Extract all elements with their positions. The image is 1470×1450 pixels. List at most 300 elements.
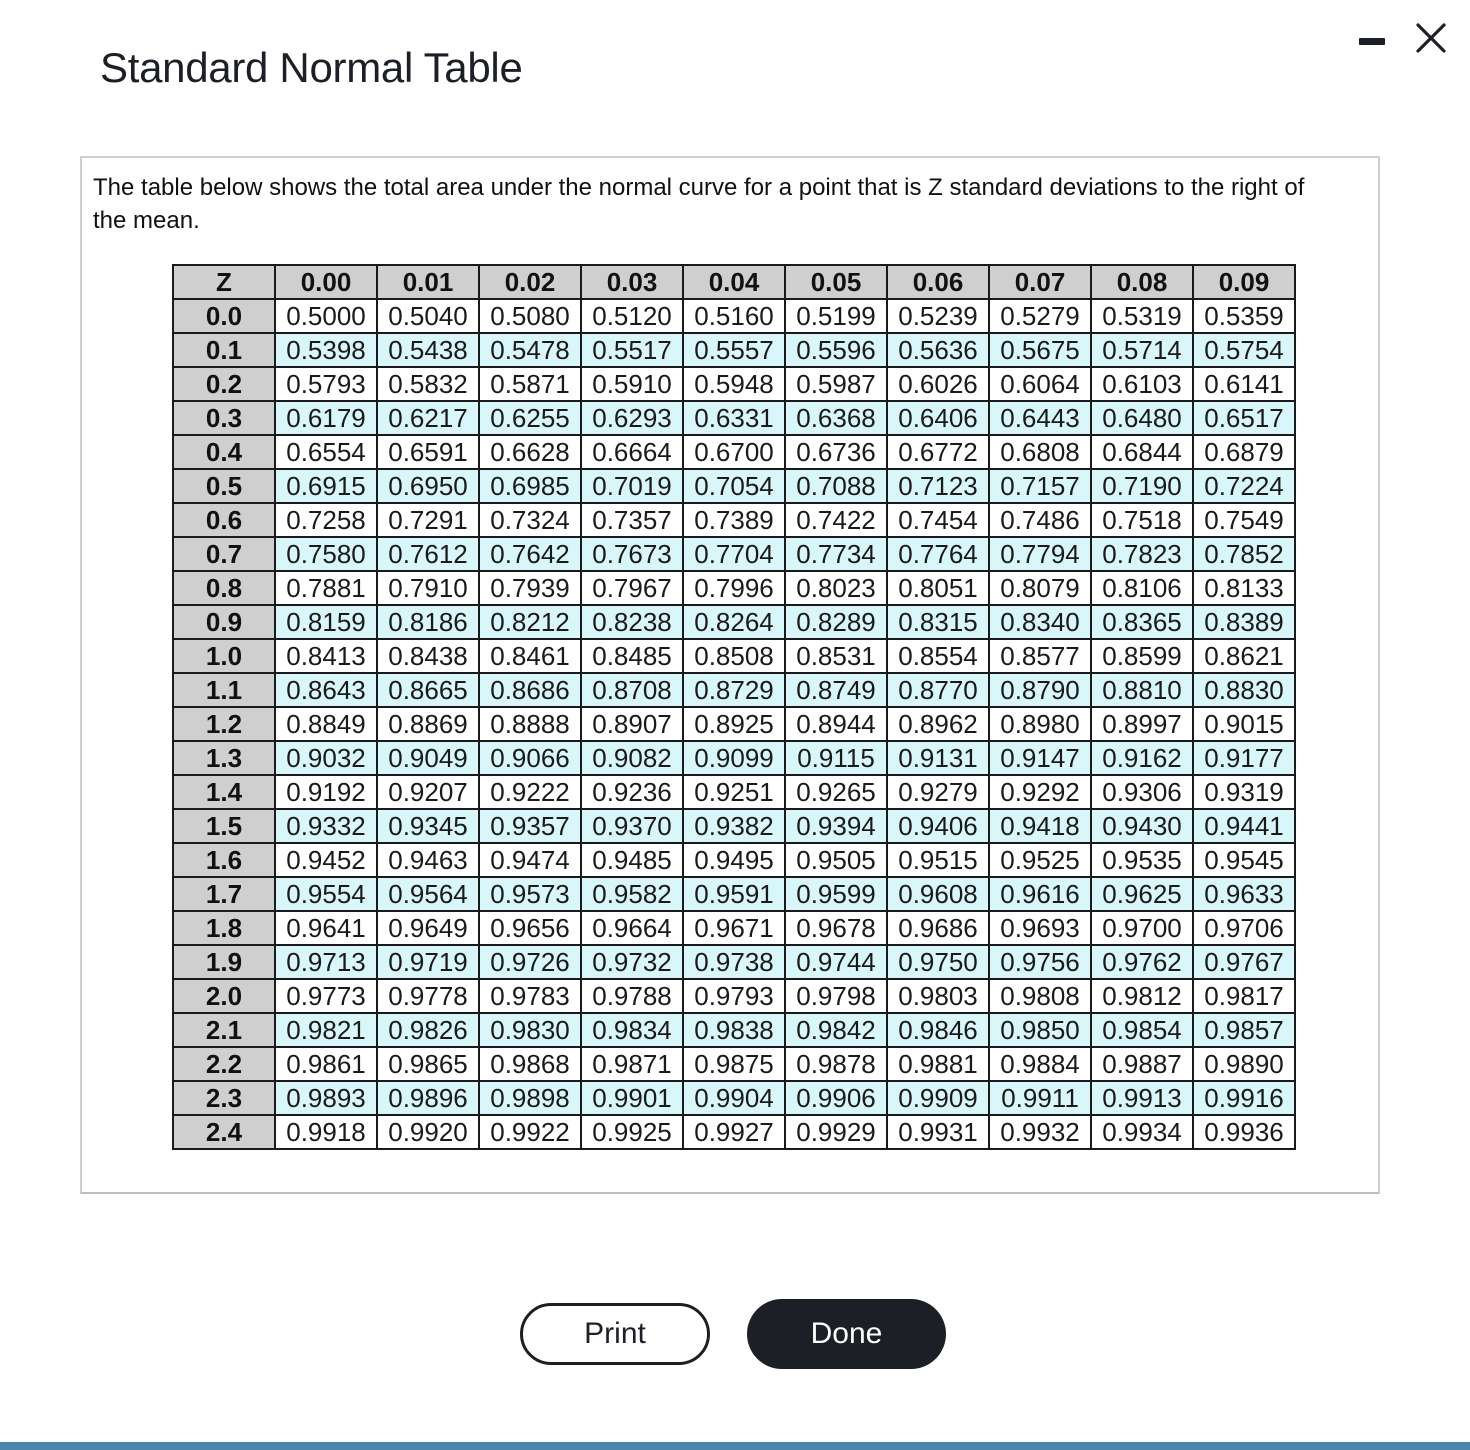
table-cell: 0.9927 bbox=[683, 1115, 785, 1149]
table-cell: 0.9898 bbox=[479, 1081, 581, 1115]
table-cell: 0.9236 bbox=[581, 775, 683, 809]
table-cell: 0.9887 bbox=[1091, 1047, 1193, 1081]
standard-normal-table bbox=[172, 264, 1296, 1150]
table-cell: 0.9474 bbox=[479, 843, 581, 877]
minimize-button[interactable] bbox=[1356, 18, 1386, 58]
table-cell: 0.7518 bbox=[1091, 503, 1193, 537]
table-cell: 0.9649 bbox=[377, 911, 479, 945]
table-cell: 0.9641 bbox=[275, 911, 377, 945]
table-cell: 0.9370 bbox=[581, 809, 683, 843]
table-cell: 0.9441 bbox=[1193, 809, 1295, 843]
table-cell: 0.9909 bbox=[887, 1081, 989, 1115]
table-cell: 0.9222 bbox=[479, 775, 581, 809]
table-cell: 0.9382 bbox=[683, 809, 785, 843]
table-cell: 0.8315 bbox=[887, 605, 989, 639]
table-cell: 0.9846 bbox=[887, 1013, 989, 1047]
table-cell: 0.6591 bbox=[377, 435, 479, 469]
table-cell: 0.6736 bbox=[785, 435, 887, 469]
table-cell: 0.9916 bbox=[1193, 1081, 1295, 1115]
table-cell: 0.8577 bbox=[989, 639, 1091, 673]
table-cell: 0.9332 bbox=[275, 809, 377, 843]
table-cell: 0.9726 bbox=[479, 945, 581, 979]
row-header-z: 2.0 bbox=[173, 979, 275, 1013]
table-cell: 0.8133 bbox=[1193, 571, 1295, 605]
table-cell: 0.7764 bbox=[887, 537, 989, 571]
table-cell: 0.9554 bbox=[275, 877, 377, 911]
table-cell: 0.5160 bbox=[683, 299, 785, 333]
table-row bbox=[173, 775, 1295, 809]
table-cell: 0.6293 bbox=[581, 401, 683, 435]
table-cell: 0.9147 bbox=[989, 741, 1091, 775]
table-cell: 0.9756 bbox=[989, 945, 1091, 979]
row-header-z: 1.5 bbox=[173, 809, 275, 843]
table-cell: 0.8238 bbox=[581, 605, 683, 639]
table-row bbox=[173, 843, 1295, 877]
table-cell: 0.6480 bbox=[1091, 401, 1193, 435]
table-cell: 0.6700 bbox=[683, 435, 785, 469]
table-cell: 0.5871 bbox=[479, 367, 581, 401]
table-cell: 0.8438 bbox=[377, 639, 479, 673]
table-cell: 0.6879 bbox=[1193, 435, 1295, 469]
table-row bbox=[173, 945, 1295, 979]
table-cell: 0.9750 bbox=[887, 945, 989, 979]
table-cell: 0.9793 bbox=[683, 979, 785, 1013]
table-cell: 0.9821 bbox=[275, 1013, 377, 1047]
table-cell: 0.8686 bbox=[479, 673, 581, 707]
table-cell: 0.7088 bbox=[785, 469, 887, 503]
close-button[interactable] bbox=[1414, 18, 1448, 58]
table-cell: 0.9861 bbox=[275, 1047, 377, 1081]
table-row bbox=[173, 639, 1295, 673]
table-cell: 0.5478 bbox=[479, 333, 581, 367]
table-cell: 0.9762 bbox=[1091, 945, 1193, 979]
table-cell: 0.9430 bbox=[1091, 809, 1193, 843]
table-cell: 0.8665 bbox=[377, 673, 479, 707]
row-header-z: 1.2 bbox=[173, 707, 275, 741]
close-icon bbox=[1416, 23, 1446, 53]
column-header: 0.00 bbox=[275, 265, 377, 299]
table-cell: 0.9693 bbox=[989, 911, 1091, 945]
table-cell: 0.6950 bbox=[377, 469, 479, 503]
table-cell: 0.8186 bbox=[377, 605, 479, 639]
table-cell: 0.5239 bbox=[887, 299, 989, 333]
row-header-z: 1.6 bbox=[173, 843, 275, 877]
table-cell: 0.9082 bbox=[581, 741, 683, 775]
table-cell: 0.5359 bbox=[1193, 299, 1295, 333]
table-cell: 0.9875 bbox=[683, 1047, 785, 1081]
column-header: 0.09 bbox=[1193, 265, 1295, 299]
table-cell: 0.9906 bbox=[785, 1081, 887, 1115]
table-cell: 0.6664 bbox=[581, 435, 683, 469]
table-cell: 0.8790 bbox=[989, 673, 1091, 707]
table-cell: 0.9901 bbox=[581, 1081, 683, 1115]
table-cell: 0.9515 bbox=[887, 843, 989, 877]
dialog-title: Standard Normal Table bbox=[100, 44, 523, 91]
column-header: 0.02 bbox=[479, 265, 581, 299]
table-cell: 0.9357 bbox=[479, 809, 581, 843]
table-cell: 0.8729 bbox=[683, 673, 785, 707]
table-cell: 0.9292 bbox=[989, 775, 1091, 809]
table-cell: 0.9881 bbox=[887, 1047, 989, 1081]
table-cell: 0.9115 bbox=[785, 741, 887, 775]
table-cell: 0.8531 bbox=[785, 639, 887, 673]
table-cell: 0.5793 bbox=[275, 367, 377, 401]
table-cell: 0.9719 bbox=[377, 945, 479, 979]
table-cell: 0.7486 bbox=[989, 503, 1091, 537]
table-cell: 0.6179 bbox=[275, 401, 377, 435]
row-header-z: 2.2 bbox=[173, 1047, 275, 1081]
table-cell: 0.6517 bbox=[1193, 401, 1295, 435]
table-cell: 0.8830 bbox=[1193, 673, 1295, 707]
table-cell: 0.8289 bbox=[785, 605, 887, 639]
table-cell: 0.9671 bbox=[683, 911, 785, 945]
table-cell: 0.8051 bbox=[887, 571, 989, 605]
table-cell: 0.7673 bbox=[581, 537, 683, 571]
table-cell: 0.9884 bbox=[989, 1047, 1091, 1081]
table-cell: 0.9713 bbox=[275, 945, 377, 979]
table-cell: 0.6141 bbox=[1193, 367, 1295, 401]
table-row bbox=[173, 1047, 1295, 1081]
table-cell: 0.9099 bbox=[683, 741, 785, 775]
row-header-z: 1.3 bbox=[173, 741, 275, 775]
row-header-z: 1.0 bbox=[173, 639, 275, 673]
table-cell: 0.8079 bbox=[989, 571, 1091, 605]
table-cell: 0.8869 bbox=[377, 707, 479, 741]
table-cell: 0.9826 bbox=[377, 1013, 479, 1047]
row-header-z: 0.4 bbox=[173, 435, 275, 469]
table-cell: 0.9495 bbox=[683, 843, 785, 877]
row-header-z: 1.4 bbox=[173, 775, 275, 809]
table-cell: 0.8212 bbox=[479, 605, 581, 639]
table-cell: 0.7612 bbox=[377, 537, 479, 571]
table-cell: 0.5557 bbox=[683, 333, 785, 367]
table-cell: 0.9936 bbox=[1193, 1115, 1295, 1149]
table-row bbox=[173, 877, 1295, 911]
table-cell: 0.8340 bbox=[989, 605, 1091, 639]
table-cell: 0.9162 bbox=[1091, 741, 1193, 775]
row-header-z: 0.1 bbox=[173, 333, 275, 367]
table-cell: 0.8849 bbox=[275, 707, 377, 741]
table-cell: 0.9418 bbox=[989, 809, 1091, 843]
table-cell: 0.9633 bbox=[1193, 877, 1295, 911]
table-cell: 0.9505 bbox=[785, 843, 887, 877]
table-cell: 0.8907 bbox=[581, 707, 683, 741]
table-cell: 0.9904 bbox=[683, 1081, 785, 1115]
table-row bbox=[173, 469, 1295, 503]
table-cell: 0.5040 bbox=[377, 299, 479, 333]
column-header: 0.04 bbox=[683, 265, 785, 299]
table-cell: 0.7224 bbox=[1193, 469, 1295, 503]
table-cell: 0.9265 bbox=[785, 775, 887, 809]
table-cell: 0.6985 bbox=[479, 469, 581, 503]
table-cell: 0.7823 bbox=[1091, 537, 1193, 571]
table-cell: 0.9838 bbox=[683, 1013, 785, 1047]
row-header-z: 0.0 bbox=[173, 299, 275, 333]
table-cell: 0.7258 bbox=[275, 503, 377, 537]
table-cell: 0.9345 bbox=[377, 809, 479, 843]
table-cell: 0.9920 bbox=[377, 1115, 479, 1149]
table-cell: 0.7580 bbox=[275, 537, 377, 571]
table-cell: 0.9738 bbox=[683, 945, 785, 979]
table-cell: 0.9564 bbox=[377, 877, 479, 911]
table-cell: 0.5120 bbox=[581, 299, 683, 333]
table-cell: 0.6331 bbox=[683, 401, 785, 435]
table-cell: 0.7939 bbox=[479, 571, 581, 605]
table-cell: 0.7642 bbox=[479, 537, 581, 571]
table-cell: 0.7549 bbox=[1193, 503, 1295, 537]
table-row bbox=[173, 707, 1295, 741]
table-row bbox=[173, 571, 1295, 605]
table-row bbox=[173, 741, 1295, 775]
table-cell: 0.9931 bbox=[887, 1115, 989, 1149]
table-cell: 0.9535 bbox=[1091, 843, 1193, 877]
table-row bbox=[173, 299, 1295, 333]
table-cell: 0.8508 bbox=[683, 639, 785, 673]
table-cell: 0.8365 bbox=[1091, 605, 1193, 639]
row-header-z: 0.9 bbox=[173, 605, 275, 639]
table-cell: 0.9066 bbox=[479, 741, 581, 775]
table-cell: 0.5398 bbox=[275, 333, 377, 367]
table-cell: 0.7704 bbox=[683, 537, 785, 571]
table-cell: 0.9830 bbox=[479, 1013, 581, 1047]
table-cell: 0.9890 bbox=[1193, 1047, 1295, 1081]
row-header-z: 2.3 bbox=[173, 1081, 275, 1115]
table-cell: 0.9608 bbox=[887, 877, 989, 911]
table-cell: 0.9406 bbox=[887, 809, 989, 843]
table-cell: 0.6808 bbox=[989, 435, 1091, 469]
table-cell: 0.8023 bbox=[785, 571, 887, 605]
table-cell: 0.9817 bbox=[1193, 979, 1295, 1013]
table-cell: 0.8461 bbox=[479, 639, 581, 673]
table-header-row bbox=[173, 265, 1295, 299]
table-cell: 0.6255 bbox=[479, 401, 581, 435]
table-cell: 0.8389 bbox=[1193, 605, 1295, 639]
table-cell: 0.8944 bbox=[785, 707, 887, 741]
row-header-z: 0.3 bbox=[173, 401, 275, 435]
table-cell: 0.7996 bbox=[683, 571, 785, 605]
table-cell: 0.9306 bbox=[1091, 775, 1193, 809]
table-cell: 0.9865 bbox=[377, 1047, 479, 1081]
table-cell: 0.8643 bbox=[275, 673, 377, 707]
table-cell: 0.9664 bbox=[581, 911, 683, 945]
table-cell: 0.5199 bbox=[785, 299, 887, 333]
table-body bbox=[173, 299, 1295, 1149]
table-cell: 0.9850 bbox=[989, 1013, 1091, 1047]
table-cell: 0.9582 bbox=[581, 877, 683, 911]
row-header-z: 0.7 bbox=[173, 537, 275, 571]
table-cell: 0.7454 bbox=[887, 503, 989, 537]
table-cell: 0.9015 bbox=[1193, 707, 1295, 741]
table-cell: 0.6217 bbox=[377, 401, 479, 435]
table-cell: 0.9394 bbox=[785, 809, 887, 843]
table-cell: 0.5675 bbox=[989, 333, 1091, 367]
table-description: The table below shows the total area under the normal curve for a point that is Z standard deviations to the right of the mean. bbox=[93, 174, 1305, 234]
row-header-z: 0.2 bbox=[173, 367, 275, 401]
table-row bbox=[173, 1013, 1295, 1047]
table-cell: 0.6368 bbox=[785, 401, 887, 435]
table-cell: 0.7019 bbox=[581, 469, 683, 503]
table-cell: 0.9732 bbox=[581, 945, 683, 979]
table-cell: 0.9857 bbox=[1193, 1013, 1295, 1047]
table-cell: 0.9251 bbox=[683, 775, 785, 809]
table-cell: 0.8888 bbox=[479, 707, 581, 741]
table-row bbox=[173, 911, 1295, 945]
row-header-z: 0.6 bbox=[173, 503, 275, 537]
table-cell: 0.9773 bbox=[275, 979, 377, 1013]
table-cell: 0.7291 bbox=[377, 503, 479, 537]
table-cell: 0.7324 bbox=[479, 503, 581, 537]
z-column-header: Z bbox=[173, 265, 275, 299]
table-cell: 0.8997 bbox=[1091, 707, 1193, 741]
table-cell: 0.8264 bbox=[683, 605, 785, 639]
table-cell: 0.9803 bbox=[887, 979, 989, 1013]
table-cell: 0.9656 bbox=[479, 911, 581, 945]
table-cell: 0.9812 bbox=[1091, 979, 1193, 1013]
table-cell: 0.9834 bbox=[581, 1013, 683, 1047]
table-cell: 0.8708 bbox=[581, 673, 683, 707]
table-cell: 0.6554 bbox=[275, 435, 377, 469]
table-cell: 0.8413 bbox=[275, 639, 377, 673]
table-cell: 0.9783 bbox=[479, 979, 581, 1013]
table-cell: 0.9131 bbox=[887, 741, 989, 775]
bottom-strip bbox=[0, 1442, 1470, 1450]
column-header: 0.05 bbox=[785, 265, 887, 299]
table-cell: 0.9878 bbox=[785, 1047, 887, 1081]
row-header-z: 0.5 bbox=[173, 469, 275, 503]
table-cell: 0.9706 bbox=[1193, 911, 1295, 945]
table-cell: 0.9871 bbox=[581, 1047, 683, 1081]
table-row bbox=[173, 401, 1295, 435]
table-cell: 0.8106 bbox=[1091, 571, 1193, 605]
table-cell: 0.9463 bbox=[377, 843, 479, 877]
table-cell: 0.9599 bbox=[785, 877, 887, 911]
table-cell: 0.7881 bbox=[275, 571, 377, 605]
row-header-z: 0.8 bbox=[173, 571, 275, 605]
table-cell: 0.5080 bbox=[479, 299, 581, 333]
table-cell: 0.7157 bbox=[989, 469, 1091, 503]
table-row bbox=[173, 537, 1295, 571]
table-cell: 0.7967 bbox=[581, 571, 683, 605]
table-cell: 0.9545 bbox=[1193, 843, 1295, 877]
table-cell: 0.5596 bbox=[785, 333, 887, 367]
content-box bbox=[80, 156, 1380, 1194]
table-cell: 0.9616 bbox=[989, 877, 1091, 911]
table-cell: 0.5517 bbox=[581, 333, 683, 367]
table-cell: 0.7422 bbox=[785, 503, 887, 537]
table-cell: 0.9525 bbox=[989, 843, 1091, 877]
table-cell: 0.9808 bbox=[989, 979, 1091, 1013]
table-cell: 0.6064 bbox=[989, 367, 1091, 401]
table-cell: 0.9573 bbox=[479, 877, 581, 911]
table-cell: 0.9868 bbox=[479, 1047, 581, 1081]
table-row bbox=[173, 435, 1295, 469]
table-cell: 0.9929 bbox=[785, 1115, 887, 1149]
table-cell: 0.9798 bbox=[785, 979, 887, 1013]
table-cell: 0.8554 bbox=[887, 639, 989, 673]
table-cell: 0.6628 bbox=[479, 435, 581, 469]
print-button[interactable]: Print bbox=[520, 1303, 710, 1365]
table-cell: 0.9893 bbox=[275, 1081, 377, 1115]
table-cell: 0.9842 bbox=[785, 1013, 887, 1047]
window-controls bbox=[1356, 18, 1448, 58]
table-cell: 0.6844 bbox=[1091, 435, 1193, 469]
table-cell: 0.6026 bbox=[887, 367, 989, 401]
table-row bbox=[173, 979, 1295, 1013]
table-cell: 0.9032 bbox=[275, 741, 377, 775]
table-cell: 0.5636 bbox=[887, 333, 989, 367]
table-cell: 0.7054 bbox=[683, 469, 785, 503]
minimize-icon bbox=[1359, 38, 1385, 45]
table-cell: 0.9207 bbox=[377, 775, 479, 809]
table-cell: 0.7852 bbox=[1193, 537, 1295, 571]
table-cell: 0.7190 bbox=[1091, 469, 1193, 503]
table-cell: 0.9591 bbox=[683, 877, 785, 911]
table-cell: 0.8621 bbox=[1193, 639, 1295, 673]
table-cell: 0.9279 bbox=[887, 775, 989, 809]
table-cell: 0.9319 bbox=[1193, 775, 1295, 809]
table-row bbox=[173, 809, 1295, 843]
table-cell: 0.5000 bbox=[275, 299, 377, 333]
table-cell: 0.6406 bbox=[887, 401, 989, 435]
table-cell: 0.6915 bbox=[275, 469, 377, 503]
table-cell: 0.9485 bbox=[581, 843, 683, 877]
table-cell: 0.9922 bbox=[479, 1115, 581, 1149]
table-cell: 0.9925 bbox=[581, 1115, 683, 1149]
done-button[interactable]: Done bbox=[747, 1299, 946, 1369]
table-cell: 0.8962 bbox=[887, 707, 989, 741]
row-header-z: 1.1 bbox=[173, 673, 275, 707]
table-cell: 0.8980 bbox=[989, 707, 1091, 741]
table-cell: 0.5714 bbox=[1091, 333, 1193, 367]
table-cell: 0.8925 bbox=[683, 707, 785, 741]
table-cell: 0.7734 bbox=[785, 537, 887, 571]
table-cell: 0.8770 bbox=[887, 673, 989, 707]
column-header: 0.06 bbox=[887, 265, 989, 299]
table-cell: 0.9767 bbox=[1193, 945, 1295, 979]
table-cell: 0.5319 bbox=[1091, 299, 1193, 333]
column-header: 0.01 bbox=[377, 265, 479, 299]
row-header-z: 1.9 bbox=[173, 945, 275, 979]
table-cell: 0.9778 bbox=[377, 979, 479, 1013]
column-header: 0.08 bbox=[1091, 265, 1193, 299]
table-cell: 0.9192 bbox=[275, 775, 377, 809]
table-cell: 0.7357 bbox=[581, 503, 683, 537]
table-cell: 0.9932 bbox=[989, 1115, 1091, 1149]
table-cell: 0.9049 bbox=[377, 741, 479, 775]
table-cell: 0.9678 bbox=[785, 911, 887, 945]
table-cell: 0.9788 bbox=[581, 979, 683, 1013]
table-cell: 0.9896 bbox=[377, 1081, 479, 1115]
table-cell: 0.7910 bbox=[377, 571, 479, 605]
table-cell: 0.5754 bbox=[1193, 333, 1295, 367]
column-header: 0.03 bbox=[581, 265, 683, 299]
table-cell: 0.8810 bbox=[1091, 673, 1193, 707]
table-cell: 0.9913 bbox=[1091, 1081, 1193, 1115]
table-cell: 0.8749 bbox=[785, 673, 887, 707]
table-cell: 0.5438 bbox=[377, 333, 479, 367]
table-cell: 0.9744 bbox=[785, 945, 887, 979]
table-row bbox=[173, 333, 1295, 367]
table-cell: 0.5948 bbox=[683, 367, 785, 401]
column-header: 0.07 bbox=[989, 265, 1091, 299]
table-cell: 0.6772 bbox=[887, 435, 989, 469]
table-cell: 0.9854 bbox=[1091, 1013, 1193, 1047]
table-cell: 0.6103 bbox=[1091, 367, 1193, 401]
table-cell: 0.7389 bbox=[683, 503, 785, 537]
table-row bbox=[173, 1081, 1295, 1115]
table-cell: 0.5910 bbox=[581, 367, 683, 401]
table-cell: 0.9911 bbox=[989, 1081, 1091, 1115]
